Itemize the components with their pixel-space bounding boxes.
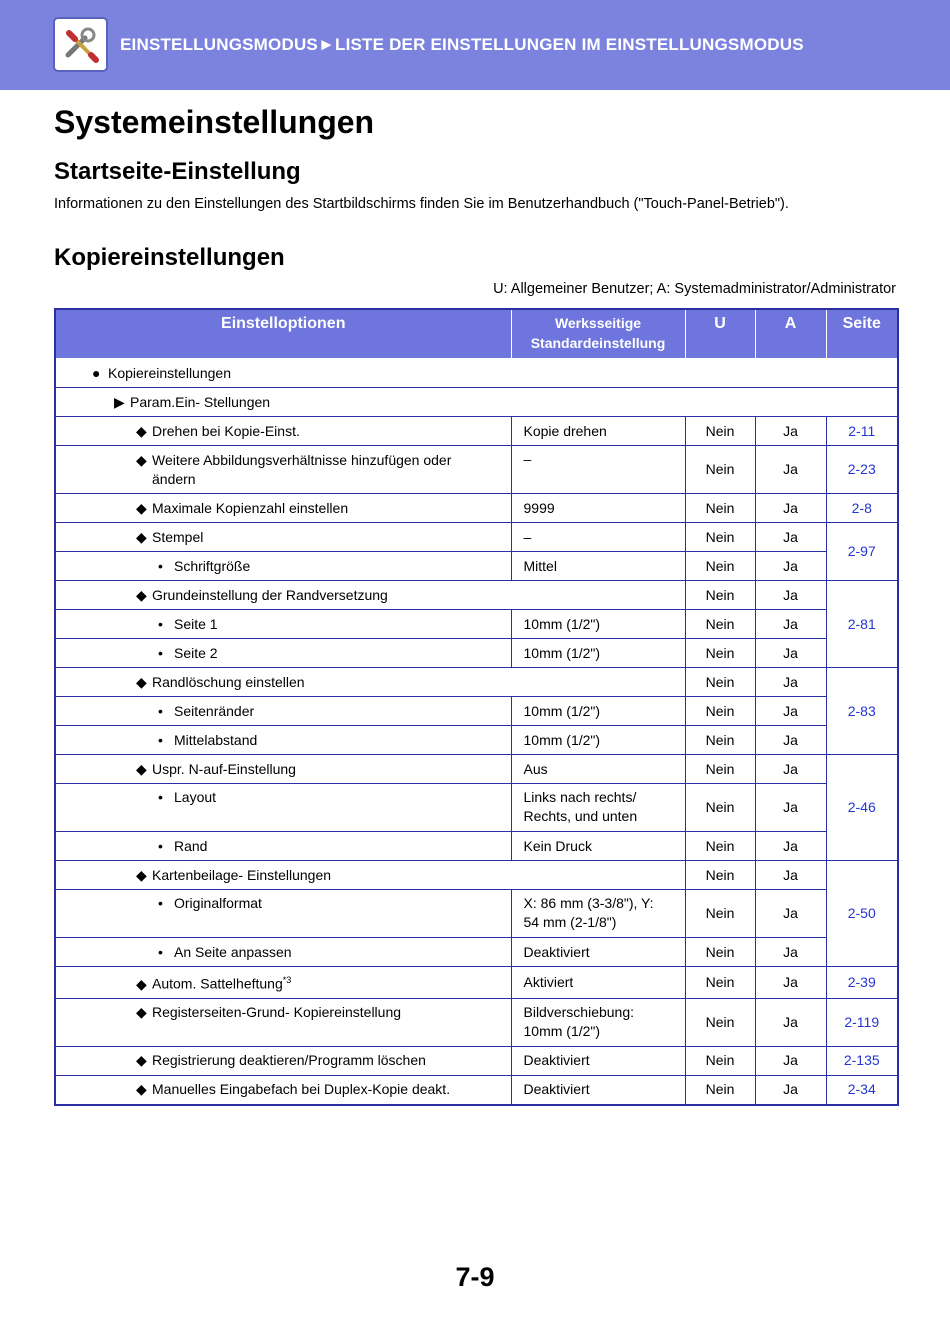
section-title-kopie: Kopiereinstellungen: [54, 244, 285, 271]
header-options: Einstelloptionen: [55, 309, 511, 359]
header-a: A: [755, 309, 826, 359]
table-row: ◆ Weitere Abbildungsverhältnisse hinzufügen oder ändern – Nein Ja 2-23: [55, 446, 898, 494]
section-text-startseite: Informationen zu den Einstellungen des Startbildschirms finden Sie im Benutzerhandbuch ("Touch-Panel-Betrieb").: [54, 196, 789, 212]
table-row: • Rand Kein Druck Nein Ja: [55, 832, 898, 861]
table-row: ◆ Drehen bei Kopie-Einst. Kopie drehen Nein Ja 2-11: [55, 417, 898, 446]
page-link[interactable]: 2-34: [826, 1075, 898, 1105]
header-u: U: [685, 309, 755, 359]
table-row: • Seite 2 10mm (1/2") Nein Ja: [55, 639, 898, 668]
table-row: ◆ Registerseiten-Grund- Kopiereinstellung Bildverschiebung: 10mm (1/2") Nein Ja 2-119: [55, 998, 898, 1046]
header-title: EINSTELLUNGSMODUS►LISTE DER EINSTELLUNGEN IM EINSTELLUNGSMODUS: [120, 35, 804, 54]
page-number: 7-9: [455, 1262, 495, 1292]
table-row: ◆ Kartenbeilage- Einstellungen Nein Ja 2-50: [55, 861, 898, 890]
page-link[interactable]: 2-81: [826, 581, 898, 668]
page-link[interactable]: 2-97: [826, 523, 898, 581]
page-link[interactable]: 2-8: [826, 494, 898, 523]
tools-icon: [53, 17, 108, 72]
settings-table: [54, 308, 899, 1106]
page-link[interactable]: 2-39: [826, 967, 898, 999]
page-link[interactable]: 2-11: [826, 417, 898, 446]
table-row: ◆ Stempel – Nein Ja 2-97: [55, 523, 898, 552]
table-row: • Layout Links nach rechts/ Rechts, und unten Nein Ja: [55, 784, 898, 832]
table-row: • Originalformat X: 86 mm (3-3/8"), Y: 54 mm (2-1/8") Nein Ja: [55, 890, 898, 938]
table-row: ● Kopiereinstellungen: [55, 359, 898, 388]
page-link[interactable]: 2-135: [826, 1046, 898, 1075]
page-link[interactable]: 2-50: [826, 861, 898, 967]
page-title: Systemeinstellungen: [54, 104, 375, 140]
page-link[interactable]: 2-23: [826, 446, 898, 494]
legend-text: U: Allgemeiner Benutzer; A: Systemadministrator/Administrator: [493, 281, 896, 297]
table-row: ◆ Uspr. N-auf-Einstellung Aus Nein Ja 2-46: [55, 755, 898, 784]
table-row: • Mittelabstand 10mm (1/2") Nein Ja: [55, 726, 898, 755]
table-row: • Seitenränder 10mm (1/2") Nein Ja: [55, 697, 898, 726]
table-row: • An Seite anpassen Deaktiviert Nein Ja: [55, 938, 898, 967]
table-row: ▶ Param.Ein- Stellungen: [55, 388, 898, 417]
table-row: ◆ Randlöschung einstellen Nein Ja 2-83: [55, 668, 898, 697]
page-link[interactable]: 2-46: [826, 755, 898, 861]
header-bar: [0, 0, 950, 90]
table-row: ◆ Maximale Kopienzahl einstellen 9999 Nein Ja 2-8: [55, 494, 898, 523]
page-link[interactable]: 2-83: [826, 668, 898, 755]
section-title-startseite: Startseite-Einstellung: [54, 158, 301, 185]
table-row: ◆ Registrierung deaktieren/Programm löschen Deaktiviert Nein Ja 2-135: [55, 1046, 898, 1075]
header-default: Werksseitige Standardeinstellung: [511, 309, 685, 359]
table-row: • Schriftgröße Mittel Nein Ja: [55, 552, 898, 581]
page-link[interactable]: 2-119: [826, 998, 898, 1046]
header-page: Seite: [826, 309, 898, 359]
table-row: • Seite 1 10mm (1/2") Nein Ja: [55, 610, 898, 639]
table-row: ◆ Manuelles Eingabefach bei Duplex-Kopie deakt. Deaktiviert Nein Ja 2-34: [55, 1075, 898, 1105]
table-row: ◆ Grundeinstellung der Randversetzung Nein Ja 2-81: [55, 581, 898, 610]
table-row: ◆ Autom. Sattelheftung$^{*3}$ Aktiviert Nein Ja 2-39: [55, 967, 898, 999]
